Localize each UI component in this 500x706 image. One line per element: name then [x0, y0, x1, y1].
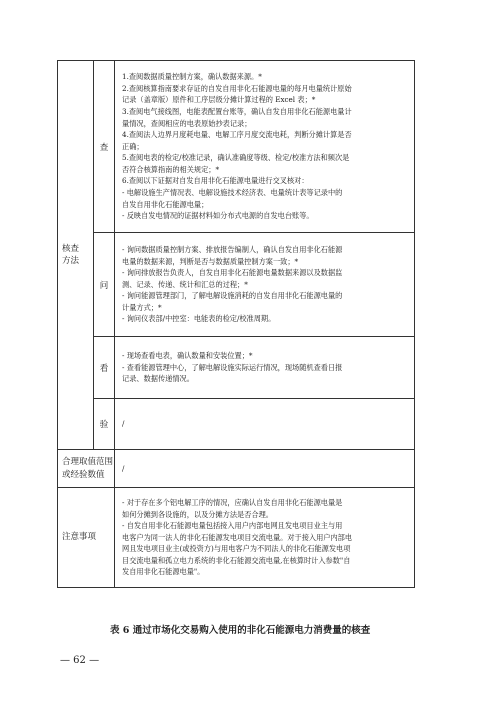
- method-label-line-2: 方法: [62, 256, 80, 266]
- check-line: 量情况，查阅相应的电表原始抄表记录；: [122, 118, 252, 128]
- notes-line: 目交流电量和孤立电力系统的非化石能源交流电量,在核算时计入参数"自: [122, 555, 351, 565]
- test-content: /: [115, 399, 415, 450]
- check-line: 5.查阅电表的检定/校准记录，确认准确度等级、检定/校准方法和频次是: [122, 153, 350, 163]
- ask-line: 测、记录、传递、统计和汇总的过程；*: [122, 279, 248, 289]
- check-line: 记录（盖章版）原件和工序层级分摊计算过程的 Excel 表；*: [122, 95, 316, 105]
- range-label-cell: [58, 450, 115, 488]
- ask-content: [115, 233, 415, 337]
- notes-line: 发自用非化石能源电量"。: [122, 567, 205, 577]
- row-range: [58, 450, 415, 488]
- look-content: [115, 337, 415, 399]
- row-ask: [58, 233, 415, 337]
- ask-label: 问: [94, 233, 115, 337]
- range-content: /: [115, 450, 415, 488]
- table-caption: 表 6 通过市场化交易购入使用的非化石能源电力消费量的核查: [110, 625, 371, 636]
- check-line: 2.查阅核算指南要求存证的自发自用非化石能源电量的每月电量统计原始: [122, 83, 352, 93]
- notes-line: - 自发自用非化石能源电量包括接入用户内部电网且发电项目业主与用: [122, 521, 343, 531]
- notes-label: 注意事项: [58, 488, 115, 588]
- check-line: 正确；: [122, 141, 144, 151]
- ask-line: - 询问排放报告负责人，自发自用非化石能源电量数据来源以及数据监: [122, 268, 343, 278]
- check-line: 4.查阅法人边界月度耗电量、电解工序月度交流电耗，判断分摊计算是否: [122, 130, 352, 140]
- notes-line: 如何分摊到各设施的，以及分摊方法是否合理。: [122, 509, 273, 519]
- check-line: 6.查阅以下证据对自发自用非化石能源电量进行交叉核对：: [122, 176, 309, 186]
- notes-line: 电客户为同一法人的非化石能源发电项目交流电量。对于接入用户内部电: [122, 532, 353, 542]
- row-test: [58, 399, 415, 450]
- range-label-line-2: 或经验数值: [62, 469, 105, 480]
- check-line: 3.查阅电气接线图，电能表配置台账等，确认自发自用非化石能源电量计: [122, 106, 352, 116]
- check-line: - 电解设施生产情况表、电解设施技术经济表、电量统计表等记录中的: [122, 188, 343, 198]
- ask-line: - 询问能源管理部门，了解电解设施消耗的自发自用非化石能源电量的: [122, 291, 343, 301]
- method-label-cell: [58, 61, 94, 450]
- look-label: 看: [94, 337, 115, 399]
- notes-line: - 对于存在多个铝电解工序的情况，应确认自发自用非化石能源电量是: [122, 497, 343, 507]
- ask-line: 电量的数据来源，判断是否与数据质量控制方案一致；*: [122, 256, 299, 266]
- look-line: - 现场查看电表，确认数量和安装位置；*: [122, 351, 253, 361]
- ask-line: - 询问数据质量控制方案、排放报告编制人，确认自发自用非化石能源: [122, 244, 343, 254]
- row-check: [58, 61, 415, 233]
- page-number: — 62 —: [60, 655, 100, 666]
- look-line: 记录、数据传递情况。: [122, 374, 194, 384]
- verification-table: [57, 60, 415, 588]
- test-label: 验: [94, 399, 115, 450]
- range-label-line-1: 合理取值范围: [62, 456, 114, 467]
- check-line: 自发自用非化石能源电量；: [122, 199, 209, 209]
- check-line: 否符合核算指南的相关规定；*: [122, 164, 220, 174]
- notes-content: [115, 488, 415, 588]
- notes-line: 网且发电项目业主(或投资方)与用电客户为不同法人的非化石能源发电项: [122, 544, 351, 554]
- row-notes: [58, 488, 415, 588]
- look-line: - 查看能源管理中心，了解电解设施实际运行情况，现场随机查看日报: [122, 362, 343, 372]
- row-look: [58, 337, 415, 399]
- method-label-line-1: 核查: [62, 244, 80, 254]
- check-label: 查: [94, 61, 115, 233]
- check-line: 1.查阅数据质量控制方案，确认数据来源。*: [122, 72, 262, 82]
- ask-line: 计量方式；*: [122, 302, 162, 312]
- ask-line: - 询问仪表部/中控室：电能表的检定/校准周期。: [122, 314, 276, 324]
- check-content: [115, 61, 415, 233]
- check-line: - 反映自发电情况的证据材料如分布式电源的自发电台账等。: [122, 211, 314, 221]
